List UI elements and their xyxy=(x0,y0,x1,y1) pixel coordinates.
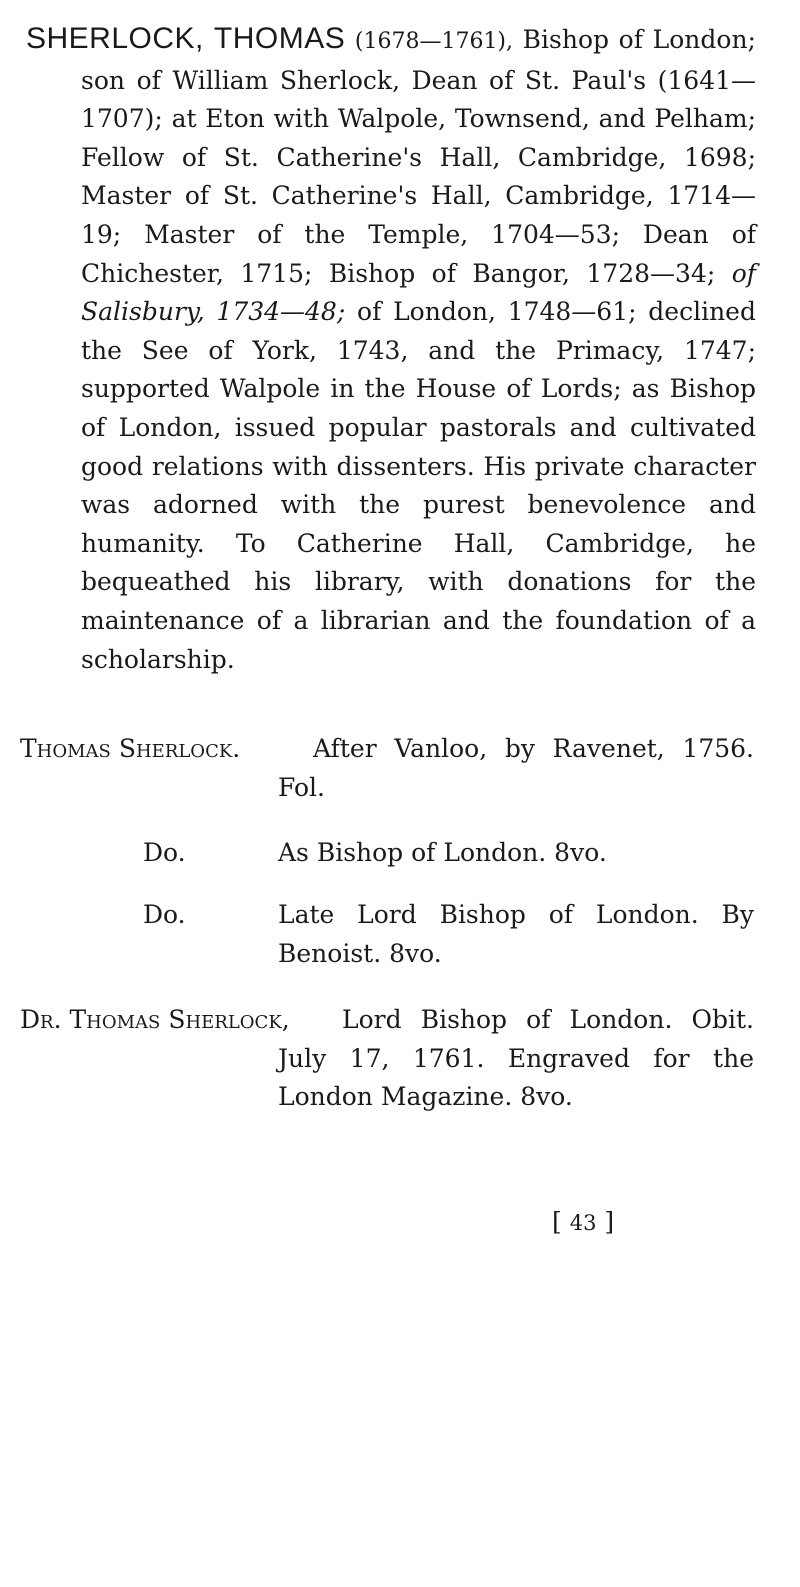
page-number xyxy=(552,1207,614,1236)
portrait-label: Thomas Sherlock. xyxy=(20,734,241,763)
portrait-label: Do. xyxy=(143,900,186,929)
portrait-description: Lord Bishop of London. Obit. July 17, 1761. Engraved for the London Magazine. 8vo. xyxy=(278,1005,754,1112)
subject-name: SHERLOCK, THOMAS xyxy=(26,22,346,55)
biography-text-1: Bishop of London; son of William Sherlock, Dean of St. Paul's (1641—1707); at Eton with Walpole, Townsend, and Pelham; Fellow of St. Catherine's Hall, Cambridge, 1698; Master of St. Catherine's Hall, Cambridge, 1714—19; Master of the Temple, 1704—53; Dean of Chichester, 1715; Bishop of Bangor, 1728—34; xyxy=(81,25,756,288)
biography-paragraph xyxy=(26,20,756,679)
subject-dates: (1678—1761), xyxy=(354,29,514,54)
page-number-close-bracket: ] xyxy=(604,1207,615,1236)
page-number-value: 43 xyxy=(569,1211,597,1235)
portrait-description: After Vanloo, by Ravenet, 1756. Fol. xyxy=(278,734,754,802)
biography-italic: of Salisbury, 1734—48; xyxy=(81,258,756,327)
portrait-label: Do. xyxy=(143,838,186,867)
page-number-open-bracket: [ xyxy=(552,1207,562,1236)
portrait-description: As Bishop of London. 8vo. xyxy=(278,838,607,867)
portrait-label: Dr. Thomas Sherlock, xyxy=(20,1005,290,1034)
biography-text-2: of London, 1748—61; declined the See of York, 1743, and the Primacy, 1747; supported Walpole in the House of Lords; as Bishop of London, issued popular pastorals and cultivated good relations with dissenters. His private character was adorned with the purest benevolence and humanity. To Catherine Hall, Cambridge, he bequeathed his library, with donations for the maintenance of a librarian and the foundation of a scholarship. xyxy=(81,297,756,674)
portrait-description: Late Lord Bishop of London. By Benoist. 8vo. xyxy=(278,900,754,968)
